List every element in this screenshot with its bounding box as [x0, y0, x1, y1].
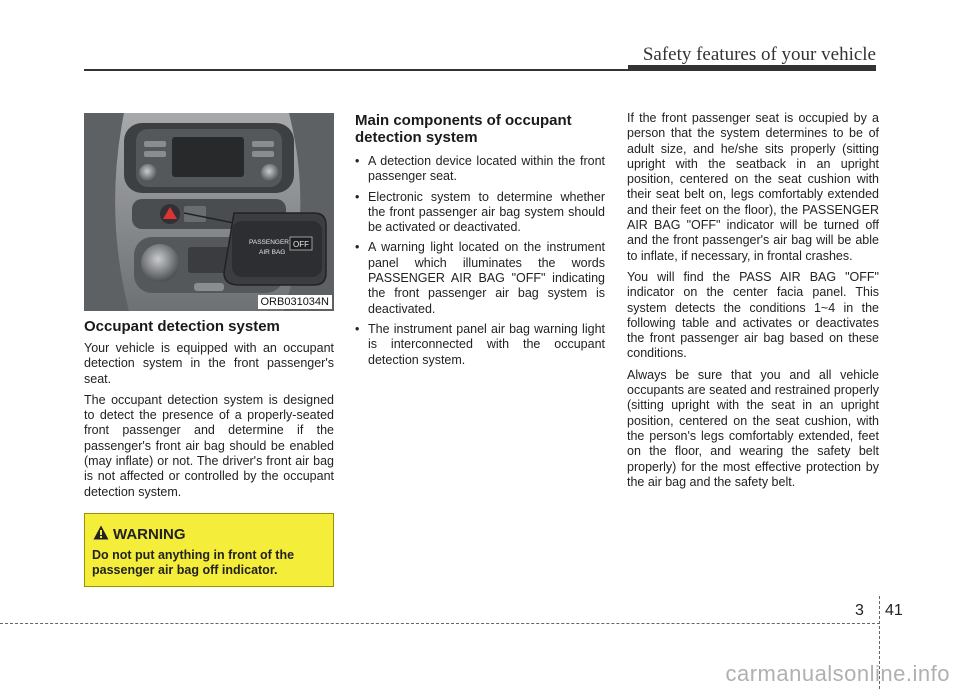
list-item: • A detection device located within the front passenger seat. — [355, 154, 605, 185]
paragraph: You will find the PASS AIR BAG "OFF" indicator on the center facia panel. This system detects the conditions 1~4 in the following table and activates or deactivates the front passenger air bag based on these conditions. — [627, 269, 879, 361]
chapter-number: 3 — [855, 602, 864, 619]
list-item: • A warning light located on the instrument panel which illuminates the words PASSENGER AIR BAG "OFF" indicating the front passenger air bag system is deactivated. — [355, 240, 605, 316]
paragraph: Always be sure that you and all vehicle occupants are seated and restrained properly (sitting upright with the seat in an upright position, centered on the seat cushion, with the person's legs comfortably extended, feet on the floor, and wearing the safety belt properly) for the most effective protection by the air bag and the safety belt. — [627, 367, 879, 489]
paragraph: The occupant detection system is designed to detect the presence of a properly-seated front passenger and determine if the passenger's front air bag should be enabled (may inflate) or not. The driver's front air bag is not affected or controlled by the occupant detection system. — [84, 392, 334, 499]
column-right — [627, 111, 879, 496]
section-title: Safety features of your vehicle — [642, 44, 876, 65]
center-console-illustration — [84, 113, 334, 311]
dashboard-figure — [84, 113, 334, 311]
occupant-detection-heading: Occupant detection system — [84, 318, 280, 335]
footer-rule — [0, 623, 880, 624]
column-left — [84, 318, 334, 506]
list-item: • Electronic system to determine whether the front passenger air bag system should be activated or deactivated. — [355, 190, 605, 236]
warning-box — [84, 513, 334, 587]
component-list — [355, 154, 605, 368]
indicator-text-passenger: PASSENGER — [249, 239, 289, 246]
watermark: carmanualsonline.info — [725, 661, 950, 686]
header-rule-accent — [628, 65, 876, 71]
paragraph: If the front passenger seat is occupied by a person that the system determines to be of adult size, and he/she sits properly (sitting upright with the seatback in an upright position, centered on the seat cushion with their seat belt on, legs comfortably extended and their feet on the floor), the PASSENGER AIR BAG "OFF" indicator will be turned off and the front passenger's air bag will be able to inflate, if necessary, in frontal crashes. — [627, 111, 879, 263]
paragraph: Your vehicle is equipped with an occupant detection system in the front passenger's seat. — [84, 341, 334, 386]
warning-title: WARNING — [113, 526, 186, 543]
page-number: 41 — [885, 602, 903, 619]
figure-label: ORB031034N — [258, 295, 333, 309]
column-middle — [355, 112, 605, 373]
list-item: • The instrument panel air bag warning light is interconnected with the occupant detection system. — [355, 322, 605, 368]
indicator-text-airbag: AIR BAG — [259, 249, 286, 256]
main-components-heading: Main components of occupant detection system — [355, 112, 572, 146]
warning-text: Do not put anything in front of the passenger air bag off indicator. — [92, 548, 295, 577]
indicator-off-text: OFF — [293, 240, 309, 249]
warning-triangle-icon — [93, 525, 109, 540]
